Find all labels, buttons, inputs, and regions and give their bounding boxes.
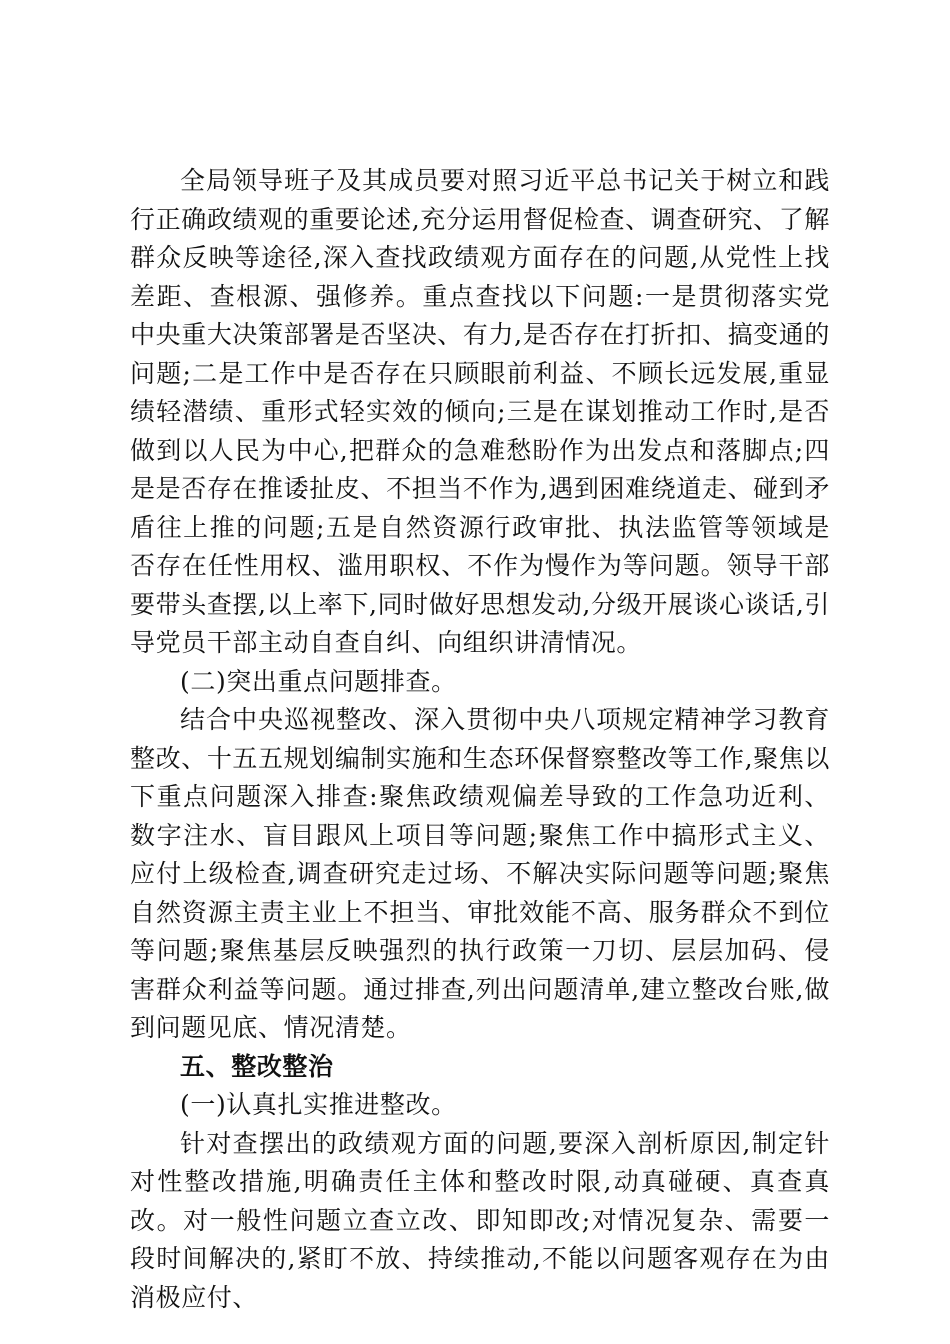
- paragraph-rectification-measures: 针对查摆出的政绩观方面的问题,要深入剖析原因,制定针对性整改措施,明确责任主体和整改时限,动真碰硬、真查真改。对一般性问题立查立改、即知即改;对情况复杂、需要一段时间解决的,紧盯不放、持续推动,不能以问题客观存在为由消极应付、: [130, 1128, 830, 1312]
- subheading-key-problem-screening: (二)突出重点问题排查。: [180, 666, 457, 696]
- paragraph-key-problem-screening: 结合中央巡视整改、深入贯彻中央八项规定精神学习教育整改、十五五规划编制实施和生态环保督察整改等工作,聚焦以下重点问题深入排查:聚焦政绩观偏差导致的工作急功近利、数字注水、盲目跟风上项目等问题;聚焦工作中搞形式主义、应付上级检查,调查研究走过场、不解决实际问题等问题;聚焦自然资源主责主业上不担当、审批效能不高、服务群众不到位等问题;聚焦基层反映强烈的执行政策一刀切、层层加码、侵害群众利益等问题。通过排查,列出问题清单,建立整改台账,做到问题见底、情况清楚。: [130, 705, 830, 1042]
- subheading-promote-rectification: (一)认真扎实推进整改。: [180, 1090, 457, 1119]
- paragraph-leadership-review: 全局领导班子及其成员要对照习近平总书记关于树立和践行正确政绩观的重要论述,充分运用督促检查、调查研究、了解群众反映等途径,深入查找政绩观方面存在的问题,从党性上找差距、查根源、强修养。重点查找以下问题:一是贯彻落实党中央重大决策部署是否坚决、有力,是否存在打折扣、搞变通的问题;二是工作中是否存在只顾眼前利益、不顾长远发展,重显绩轻潜绩、重形式轻实效的倾向;三是在谋划推动工作时,是否做到以人民为中心,把群众的急难愁盼作为出发点和落脚点;四是是否存在推诿扯皮、不担当不作为,遇到困难绕道走、碰到矛盾往上推的问题;五是自然资源行政审批、执法监管等领域是否存在任性用权、滥用职权、不作为慢作为等问题。领导干部要带头查摆,以上率下,同时做好思想发动,分级开展谈心谈话,引导党员干部主动自查自纠、向组织讲清情况。: [130, 166, 830, 657]
- section-heading-rectification: 五、整改整治: [180, 1051, 334, 1081]
- document-page: [130, 162, 830, 1317]
